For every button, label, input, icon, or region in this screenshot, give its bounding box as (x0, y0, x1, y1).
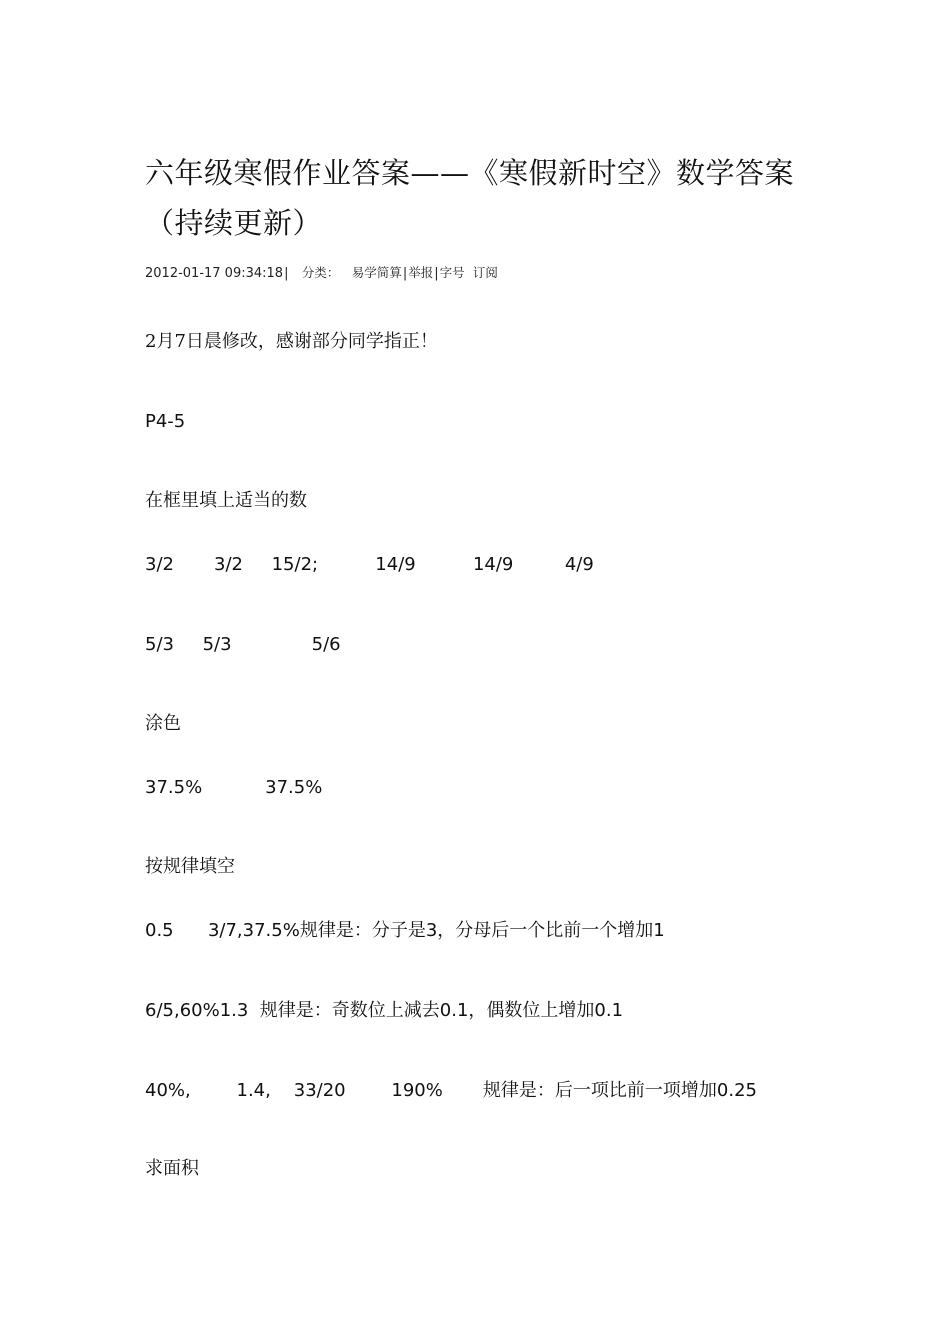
report-link[interactable]: 举报 (408, 265, 434, 280)
article-title: 六年级寒假作业答案——《寒假新时空》数学答案（持续更新） (145, 156, 795, 240)
section-heading: 涂色 (145, 713, 181, 734)
font-size-link[interactable]: 字号 (439, 265, 465, 280)
section-heading: 在框里填上适当的数 (145, 490, 307, 511)
article-meta (145, 264, 845, 283)
category-link[interactable]: 易学简算 (351, 265, 402, 280)
article (145, 148, 845, 283)
post-datetime: 2012-01-17 09:34:18 (145, 266, 284, 281)
edit-note: 2月7日晨修改，感谢部分同学指正！ (145, 331, 438, 352)
meta-divider: | (402, 266, 408, 281)
category-label: 分类： (301, 265, 340, 280)
answer-line: 5/3 5/3 5/6 (145, 634, 341, 655)
subscribe-link[interactable]: 订阅 (472, 265, 498, 280)
section-heading: 按规律填空 (145, 856, 235, 877)
answer-line: 3/2 3/2 15/2; 14/9 14/9 4/9 (145, 554, 594, 575)
answer-line: 40%, 1.4, 33/20 190% 规律是：后一项比前一项增加0.25 (145, 1080, 757, 1101)
answer-line: 37.5% 37.5% (145, 777, 323, 798)
meta-divider: | (284, 266, 289, 281)
page-range-heading: P4-5 (145, 411, 186, 432)
meta-divider: | (434, 266, 439, 281)
answer-line: 0.5 3/7,37.5%规律是：分子是3，分母后一个比前一个增加1 (145, 920, 665, 941)
section-heading: 求面积 (145, 1158, 199, 1179)
answer-line: 6/5,60%1.3 规律是：奇数位上减去0.1，偶数位上增加0.1 (145, 1000, 624, 1021)
